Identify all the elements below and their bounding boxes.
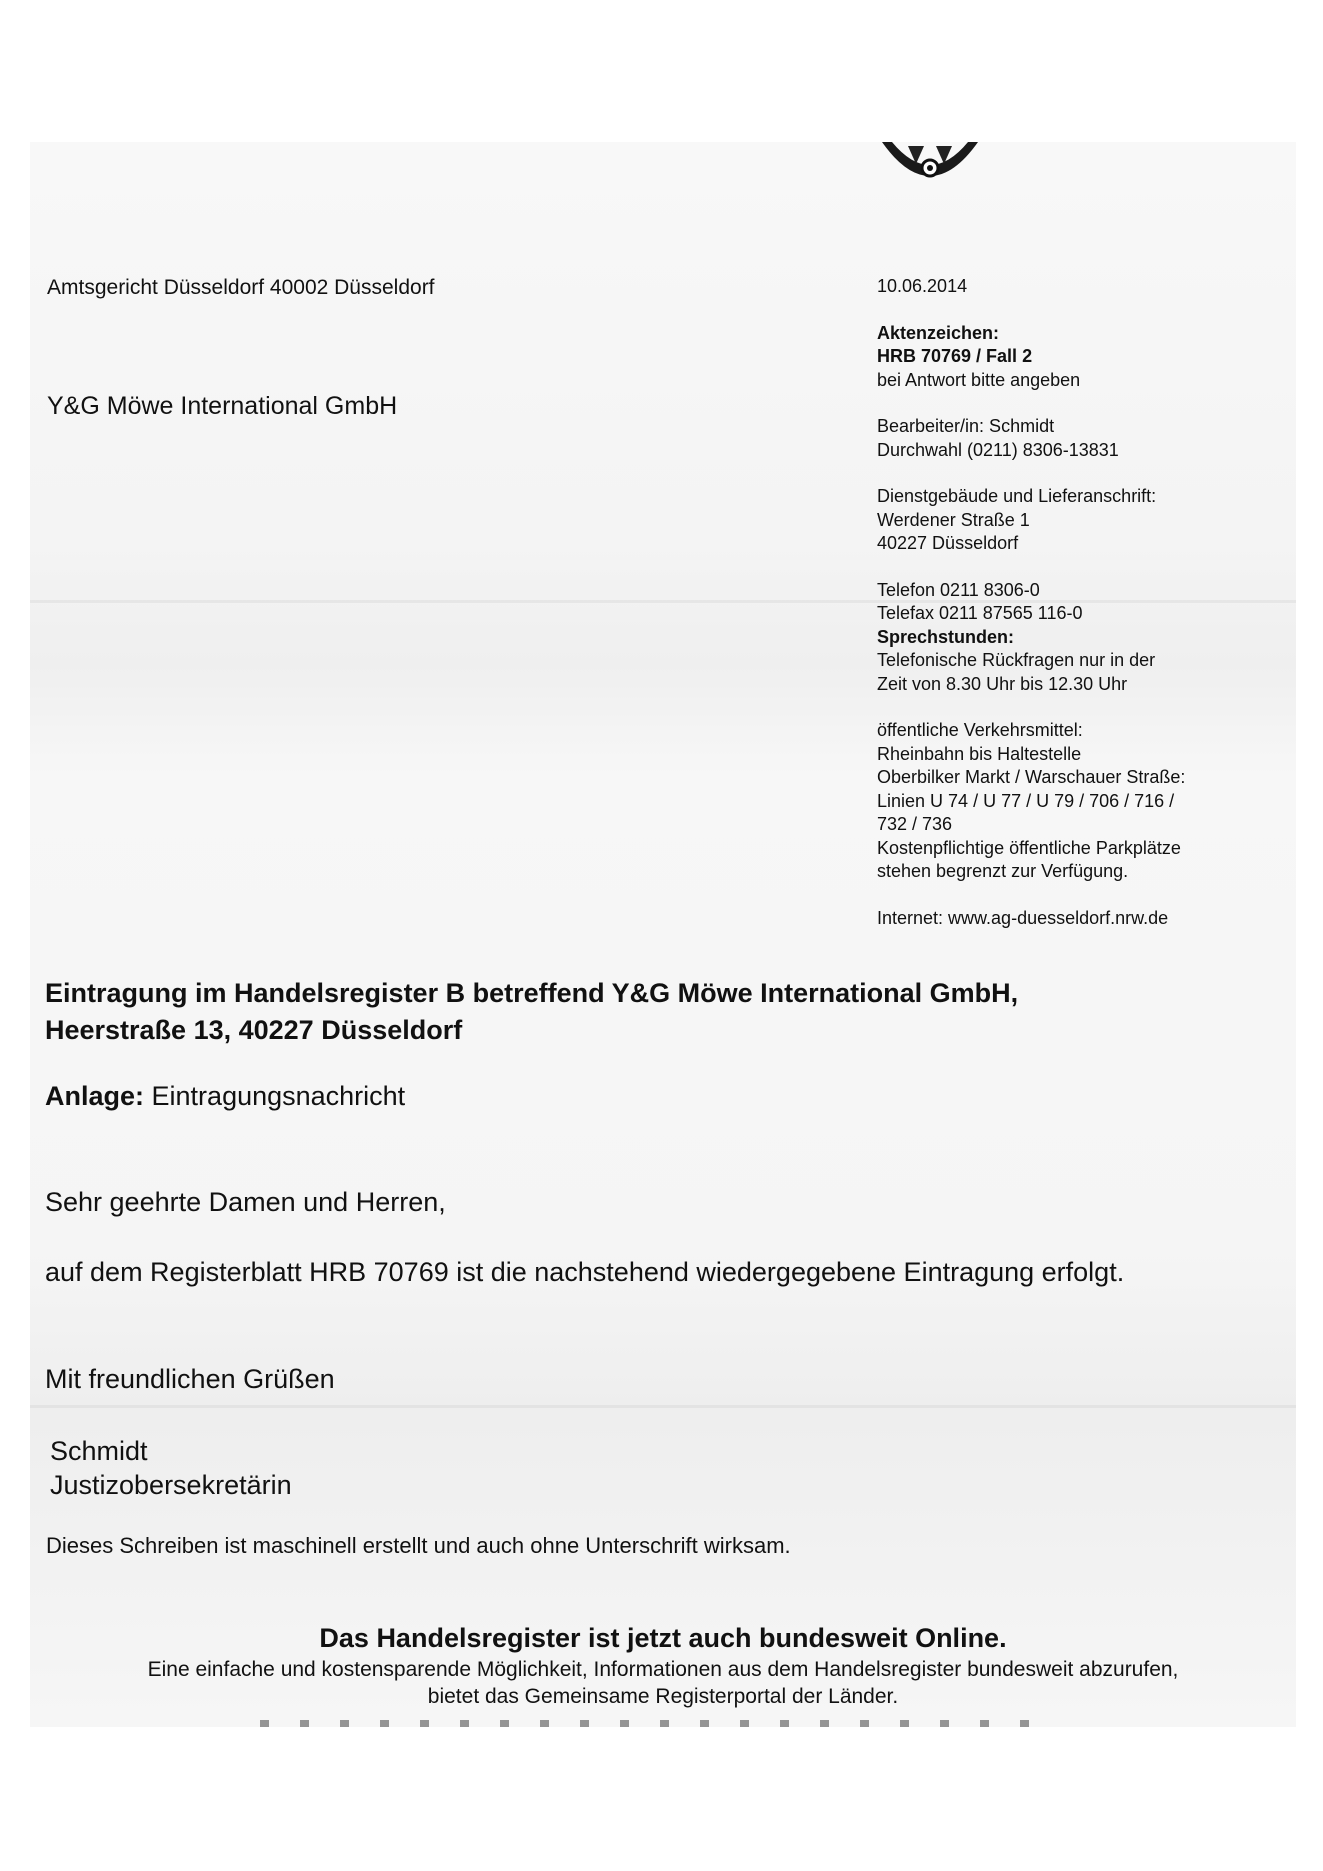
signer-name: Schmidt bbox=[50, 1436, 148, 1466]
closing: Mit freundlichen Grüßen bbox=[45, 1364, 335, 1394]
parking-line: Kostenpflichtige öffentliche Parkplätze bbox=[877, 837, 1181, 858]
sprechstunden-line: Zeit von 8.30 Uhr bis 12.30 Uhr bbox=[877, 673, 1128, 694]
footer-notice bbox=[30, 1620, 1296, 1710]
anlage-label: Anlage: bbox=[45, 1081, 145, 1111]
anlage-value: Eintragungsnachricht bbox=[151, 1081, 406, 1111]
street-address: Werdener Straße 1 bbox=[877, 509, 1030, 530]
anlage bbox=[45, 1081, 405, 1112]
internet-line: Internet: www.ag-duesseldorf.nrw.de bbox=[877, 907, 1169, 928]
durchwahl: Durchwahl (0211) 8306-13831 bbox=[877, 439, 1119, 460]
verkehr-line: Rheinbahn bis Haltestelle bbox=[877, 743, 1082, 764]
subject-line: Heerstraße 13, 40227 Düsseldorf bbox=[45, 1015, 463, 1045]
aktenzeichen-note: bei Antwort bitte angeben bbox=[877, 369, 1081, 390]
greeting: Sehr geehrte Damen und Herren, bbox=[45, 1187, 446, 1217]
paper-fold bbox=[30, 1405, 1296, 1408]
subject bbox=[45, 975, 1018, 1049]
dienstgebaeude-label: Dienstgebäude und Lieferanschrift: bbox=[877, 486, 1157, 506]
machine-note: Dieses Schreiben ist maschinell erstellt und auch ohne Unterschrift wirksam. bbox=[46, 1533, 791, 1558]
recipient-name: Y&G Möwe International GmbH bbox=[47, 392, 398, 420]
verkehr-line: öffentliche Verkehrsmittel: bbox=[877, 720, 1083, 740]
footer-line: Eine einfache und kostensparende Möglichkeit, Informationen aus dem Handelsregister bundesweit abzurufen, bbox=[147, 1658, 1179, 1681]
footer-title: Das Handelsregister ist jetzt auch bundesweit Online. bbox=[319, 1623, 1007, 1653]
court-emblem-icon bbox=[880, 140, 980, 188]
verkehr-line: 732 / 736 bbox=[877, 814, 953, 834]
sprechstunden-label: Sprechstunden: bbox=[877, 626, 1015, 647]
info-sidebar bbox=[877, 275, 1297, 930]
cut-off-text-line bbox=[260, 1720, 1060, 1727]
city-address: 40227 Düsseldorf bbox=[877, 533, 1019, 553]
verkehr-line: Linien U 74 / U 77 / U 79 / 706 / 716 / bbox=[877, 790, 1175, 811]
telefon: Telefon 0211 8306-0 bbox=[877, 579, 1040, 600]
sprechstunden-line: Telefonische Rückfragen nur in der bbox=[877, 650, 1156, 670]
signer-block bbox=[50, 1434, 292, 1502]
body-text: auf dem Registerblatt HRB 70769 ist die nachstehend wiedergegebene Eintragung erfolgt. bbox=[45, 1257, 1125, 1287]
letter-date: 10.06.2014 bbox=[877, 276, 968, 296]
aktenzeichen-label: Aktenzeichen: bbox=[877, 322, 1000, 343]
parking-line: stehen begrenzt zur Verfügung. bbox=[877, 861, 1129, 881]
verkehr-line: Oberbilker Markt / Warschauer Straße: bbox=[877, 767, 1186, 787]
bearbeiter: Bearbeiter/in: Schmidt bbox=[877, 416, 1055, 436]
aktenzeichen-value: HRB 70769 / Fall 2 bbox=[877, 346, 1033, 366]
signer-title: Justizobersekretärin bbox=[50, 1470, 292, 1500]
telefax: Telefax 0211 87565 116-0 bbox=[877, 603, 1083, 623]
sender-line: Amtsgericht Düsseldorf 40002 Düsseldorf bbox=[47, 276, 435, 299]
footer-line: bietet das Gemeinsame Registerportal der Länder. bbox=[427, 1685, 899, 1708]
subject-line: Eintragung im Handelsregister B betreffend Y&G Möwe International GmbH, bbox=[45, 978, 1019, 1008]
